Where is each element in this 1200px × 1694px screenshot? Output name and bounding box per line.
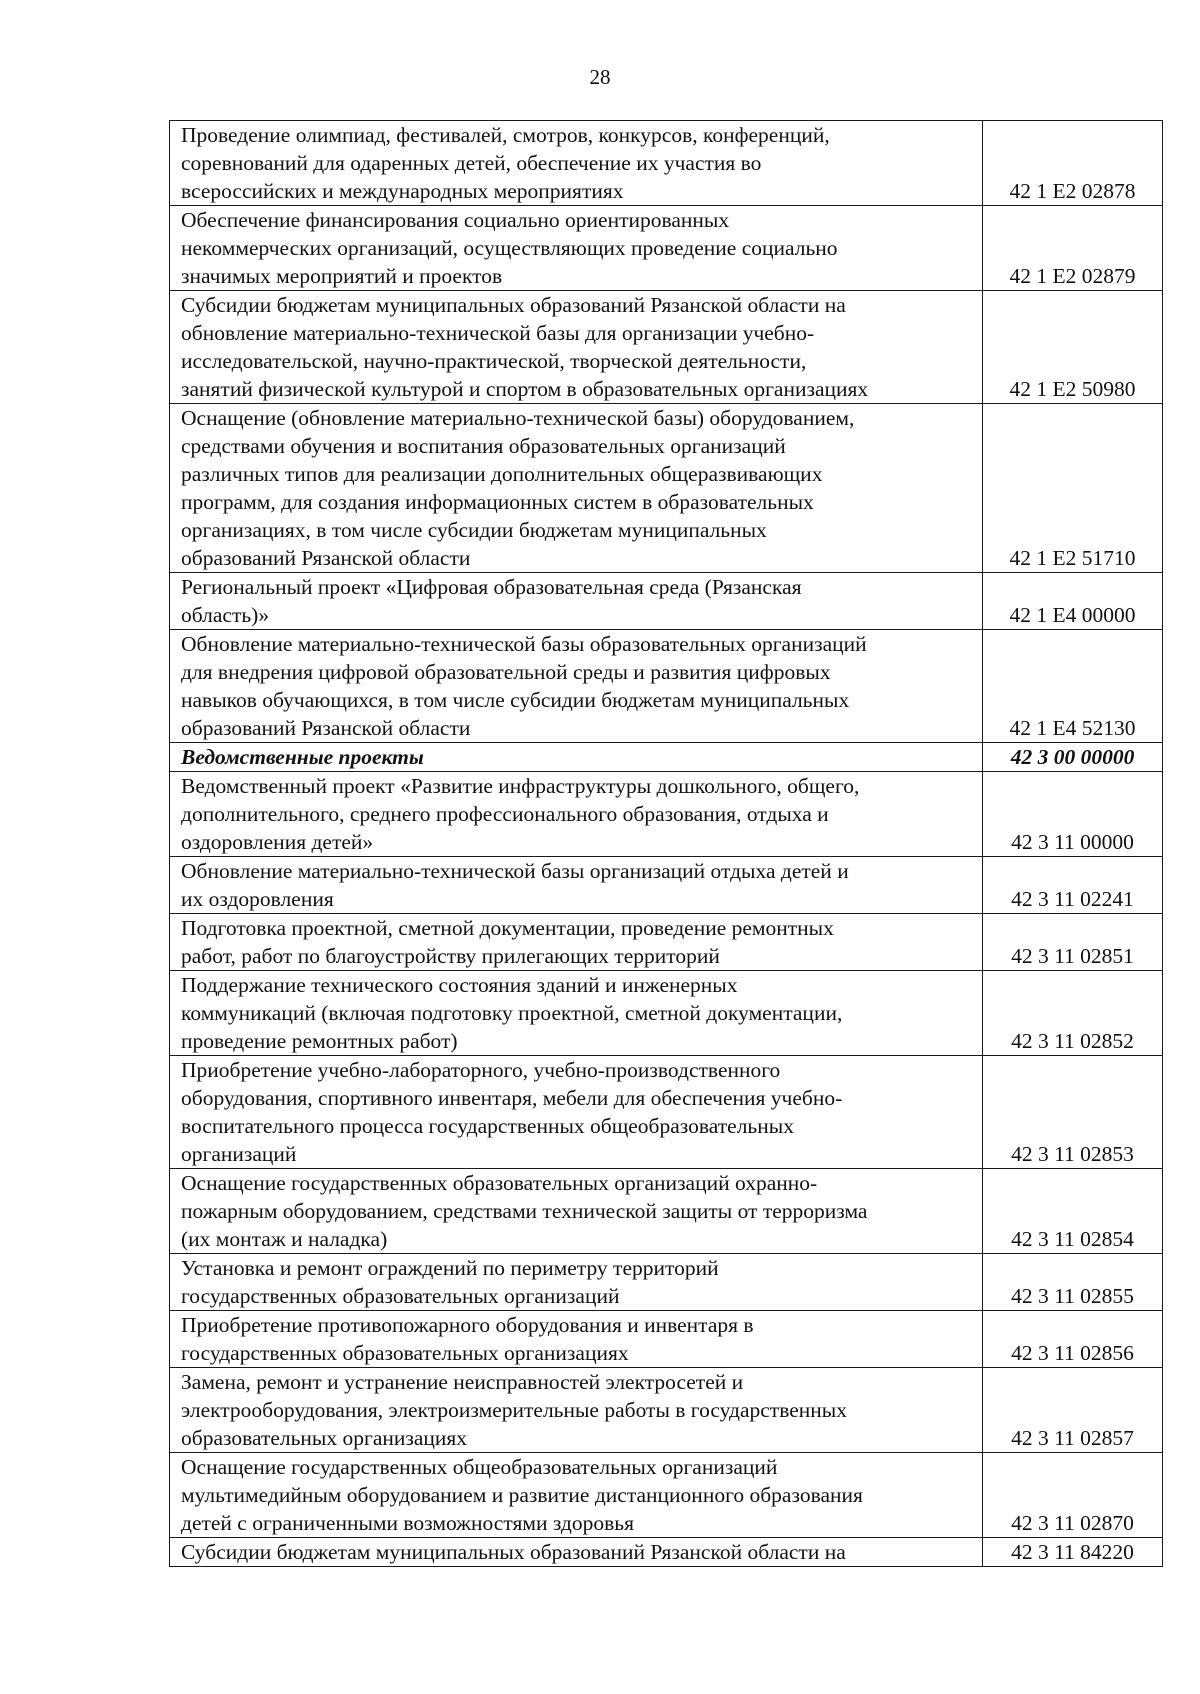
description-line: Региональный проект «Цифровая образовательная среда (Рязанская [181, 575, 802, 599]
row-description [170, 1169, 983, 1254]
description-line: Замена, ремонт и устранение неисправностей электросетей и [181, 1370, 744, 1394]
table-row [170, 206, 1163, 291]
description-line: исследовательской, научно-практической, творческой деятельности, [181, 349, 807, 373]
description-line: для внедрения цифровой образовательной среды и развития цифровых [181, 660, 831, 684]
description-line: оборудования, спортивного инвентаря, мебели для обеспечения учебно- [181, 1086, 843, 1110]
description-line: некоммерческих организаций, осуществляющих проведение социально [181, 236, 838, 260]
row-code: 42 3 11 02853 [983, 1056, 1163, 1169]
description-line: всероссийских и международных мероприятиях [181, 179, 624, 203]
row-code: 42 3 11 02857 [983, 1368, 1163, 1453]
table-row [170, 1453, 1163, 1538]
description-line: мультимедийным оборудованием и развитие дистанционного образования [181, 1483, 863, 1507]
description-line: Подготовка проектной, сметной документации, проведение ремонтных [181, 916, 834, 940]
description-line: Проведение олимпиад, фестивалей, смотров, конкурсов, конференций, [181, 123, 830, 147]
description-line: Приобретение учебно-лабораторного, учебно-производственного [181, 1058, 781, 1082]
description-line: Оснащение государственных образовательных организаций охранно- [181, 1171, 818, 1195]
row-description [170, 1311, 983, 1368]
table-row [170, 630, 1163, 743]
row-code: 42 3 11 02852 [983, 971, 1163, 1056]
description-line: образовательных организациях [181, 1426, 468, 1450]
row-description [170, 772, 983, 857]
description-line: Поддержание технического состояния зданий и инженерных [181, 973, 738, 997]
row-description [170, 1538, 983, 1567]
table-row [170, 291, 1163, 404]
table-row [170, 857, 1163, 914]
description-line: воспитательного процесса государственных общеобразовательных [181, 1114, 794, 1138]
description-line: Субсидии бюджетам муниципальных образований Рязанской области на [181, 1540, 846, 1564]
row-description [170, 857, 983, 914]
description-line: Ведомственный проект «Развитие инфраструктуры дошкольного, общего, [181, 774, 860, 798]
description-line: оздоровления детей» [181, 830, 374, 854]
description-line: программ, для создания информационных систем в образовательных [181, 490, 814, 514]
row-code: 42 3 11 02851 [983, 914, 1163, 971]
description-line: образований Рязанской области [181, 546, 471, 570]
row-code: 42 3 11 02854 [983, 1169, 1163, 1254]
row-code: 42 3 11 02870 [983, 1453, 1163, 1538]
row-description [170, 1056, 983, 1169]
description-line: Субсидии бюджетам муниципальных образований Рязанской области на [181, 293, 846, 317]
row-code: 42 1 E2 02879 [983, 206, 1163, 291]
row-description [170, 971, 983, 1056]
description-line: коммуникаций (включая подготовку проектной, сметной документации, [181, 1001, 843, 1025]
table-row [170, 1311, 1163, 1368]
description-line: организаций [181, 1142, 297, 1166]
description-line: пожарным оборудованием, средствами технической защиты от терроризма [181, 1199, 868, 1223]
description-line: обновление материально-технической базы для организации учебно- [181, 321, 815, 345]
description-line: значимых мероприятий и проектов [181, 264, 503, 288]
row-code: 42 1 E4 00000 [983, 573, 1163, 630]
description-line: (их монтаж и наладка) [181, 1227, 388, 1251]
description-line: навыков обучающихся, в том числе субсидии бюджетам муниципальных [181, 688, 850, 712]
description-line: государственных образовательных организациях [181, 1341, 629, 1365]
row-description [170, 1254, 983, 1311]
row-code: 42 3 11 02855 [983, 1254, 1163, 1311]
row-description [170, 291, 983, 404]
row-code: 42 1 E4 52130 [983, 630, 1163, 743]
row-code: 42 3 00 00000 [983, 743, 1163, 772]
description-line: работ, работ по благоустройству прилегающих территорий [181, 944, 720, 968]
budget-classification-table [169, 120, 1163, 1567]
table-row [170, 1368, 1163, 1453]
row-description [170, 573, 983, 630]
description-line: Ведомственные проекты [181, 745, 424, 769]
row-description [170, 630, 983, 743]
description-line: Оснащение государственных общеобразовательных организаций [181, 1455, 778, 1479]
description-line: Обеспечение финансирования социально ориентированных [181, 208, 730, 232]
row-code: 42 3 11 02856 [983, 1311, 1163, 1368]
table-row [170, 121, 1163, 206]
description-line: организациях, в том числе субсидии бюджетам муниципальных [181, 518, 767, 542]
description-line: государственных образовательных организаций [181, 1284, 620, 1308]
table-row [170, 1056, 1163, 1169]
table-row [170, 1538, 1163, 1567]
description-line: проведение ремонтных работ) [181, 1029, 458, 1053]
table-row [170, 1254, 1163, 1311]
page-number: 28 [589, 65, 611, 89]
row-code: 42 1 E2 02878 [983, 121, 1163, 206]
table-row [170, 971, 1163, 1056]
table-row [170, 1169, 1163, 1254]
description-line: Оснащение (обновление материально-технической базы) оборудованием, [181, 406, 855, 430]
description-line: Обновление материально-технической базы образовательных организаций [181, 632, 867, 656]
row-description [170, 404, 983, 573]
row-description [170, 1453, 983, 1538]
description-line: соревнований для одаренных детей, обеспечение их участия во [181, 151, 762, 175]
description-line: Приобретение противопожарного оборудования и инвентаря в [181, 1313, 754, 1337]
description-line: Установка и ремонт ограждений по периметру территорий [181, 1256, 719, 1280]
row-code: 42 1 E2 50980 [983, 291, 1163, 404]
row-code: 42 3 11 00000 [983, 772, 1163, 857]
description-line: детей с ограниченными возможностями здоровья [181, 1511, 634, 1535]
row-description [170, 743, 983, 772]
section-row [170, 743, 1163, 772]
description-line: их оздоровления [181, 887, 334, 911]
description-line: средствами обучения и воспитания образовательных организаций [181, 434, 786, 458]
description-line: различных типов для реализации дополнительных общеразвивающих [181, 462, 823, 486]
row-description [170, 121, 983, 206]
table-row [170, 404, 1163, 573]
table-row [170, 573, 1163, 630]
row-description [170, 914, 983, 971]
row-code: 42 1 E2 51710 [983, 404, 1163, 573]
table-row [170, 772, 1163, 857]
row-code: 42 3 11 84220 [983, 1538, 1163, 1567]
table-row [170, 914, 1163, 971]
description-line: занятий физической культурой и спортом в образовательных организациях [181, 377, 869, 401]
description-line: Обновление материально-технической базы организаций отдыха детей и [181, 859, 849, 883]
description-line: область)» [181, 603, 270, 627]
row-code: 42 3 11 02241 [983, 857, 1163, 914]
description-line: электрооборудования, электроизмерительные работы в государственных [181, 1398, 847, 1422]
row-description [170, 1368, 983, 1453]
table-body [170, 121, 1163, 1567]
description-line: дополнительного, среднего профессионального образования, отдыха и [181, 802, 829, 826]
row-description [170, 206, 983, 291]
description-line: образований Рязанской области [181, 716, 471, 740]
